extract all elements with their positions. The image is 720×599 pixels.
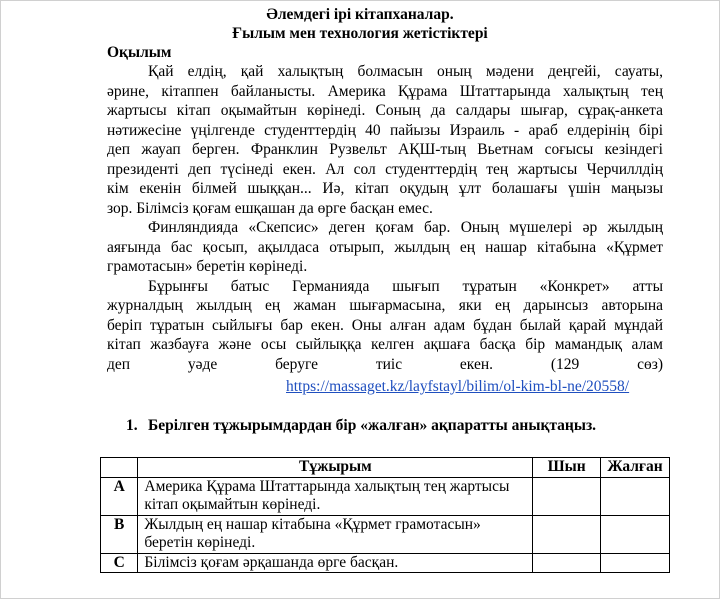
text-line: нәтижесіне үңілгенде студенттердің 40 пайызы Израиль - араб елдерінің бірі (107, 121, 663, 139)
text-line: Бұрынғы батыс Германияда шығып тұратын «Конкрет» атты (148, 277, 663, 295)
text-line: әрине, кітаппен байланысты. Америка Құрама Штаттарында халықтың тең (107, 82, 663, 100)
header-statement: Тұжырым (138, 458, 533, 478)
false-cell[interactable] (601, 515, 670, 553)
question-number: 1. (126, 417, 138, 434)
false-cell[interactable] (601, 553, 670, 573)
answer-table (100, 457, 670, 573)
row-letter: C (101, 553, 138, 573)
row-letter: A (101, 477, 138, 515)
text-line: кітап жазбауға және осы сыйлыққа келген ақшаға басқа бір мамандық алам (107, 336, 663, 353)
false-cell[interactable] (601, 477, 670, 515)
text-line: жартысы кітап оқымайтын көрінеді. Соның да салдары шығар, сұрақ-анкета (107, 102, 663, 119)
row-statement: Жылдың ең нашар кітабына «Құрмет грамотасын» беретін көрінеді. (138, 515, 533, 553)
header-letter (101, 458, 138, 478)
question (126, 417, 596, 435)
text-line: Қай елдің, қай халықтың болмасын оның мәдени деңгейі, сауаты, (148, 63, 663, 80)
text-line: аяғында бас қосып, ақылдаса отырып, жылдың ең нашар кітабына «Құрмет (107, 238, 663, 256)
true-cell[interactable] (533, 553, 601, 573)
row-letter: B (101, 515, 138, 553)
header-true: Шын (533, 458, 601, 478)
true-cell[interactable] (533, 515, 601, 553)
text-line: деп уәде беруге тиіс екен. (129 сөз) (107, 355, 663, 373)
document-subtitle: Ғылым мен технология жетістіктері (232, 25, 488, 42)
table-row (101, 515, 670, 553)
true-cell[interactable] (533, 477, 601, 515)
table-row (101, 553, 670, 573)
text-line: Финляндияда «Скепсис» деген қоғам бар. Оның мүшелері әр жылдың (148, 219, 663, 236)
source-link[interactable]: https://massaget.kz/layfstayl/bilim/ol-kim-bl-ne/20558/ (286, 378, 630, 395)
text-line: журналдың жылдың ең жаман шығармасына, яки ең дарынсыз авторына (107, 297, 663, 314)
text-line: беріп тұратын сыйлығы бар екен. Оны алған адам бұдан былай қарай мұндай (107, 316, 663, 334)
text-line: кім екенін білмей шыққан... Иә, кітап оқудың ұлт болашағы үшін маңызы (107, 180, 663, 197)
text-line: деп жауап берген. Франклин Рузвельт АҚШ-тың Вьетнам соғысы кезіндегі (107, 141, 663, 158)
document-title: Әлемдегі ірі кітапханалар. (266, 6, 454, 23)
row-statement: Білімсіз қоғам әрқашанда өрге басқан. (138, 553, 533, 573)
text-line: грамотасын» беретін көрінеді. (107, 258, 308, 275)
section-heading: Оқылым (107, 44, 172, 61)
question-text: Берілген тұжырымдардан бір «жалған» ақпаратты анықтаңыз. (148, 417, 597, 434)
header-false: Жалған (601, 458, 670, 478)
text-line: президенті деп түсінеді екен. Ал сол студенттердің тең жартысы Черчиллдің (107, 160, 663, 178)
table-header-row (101, 458, 670, 478)
row-statement: Америка Құрама Штаттарында халықтың тең жартысы кітап оқымайтын көрінеді. (138, 477, 533, 515)
text-line: зор. Білімсіз қоғам ешқашан да өрге басқан емес. (107, 199, 433, 217)
table-row (101, 477, 670, 515)
